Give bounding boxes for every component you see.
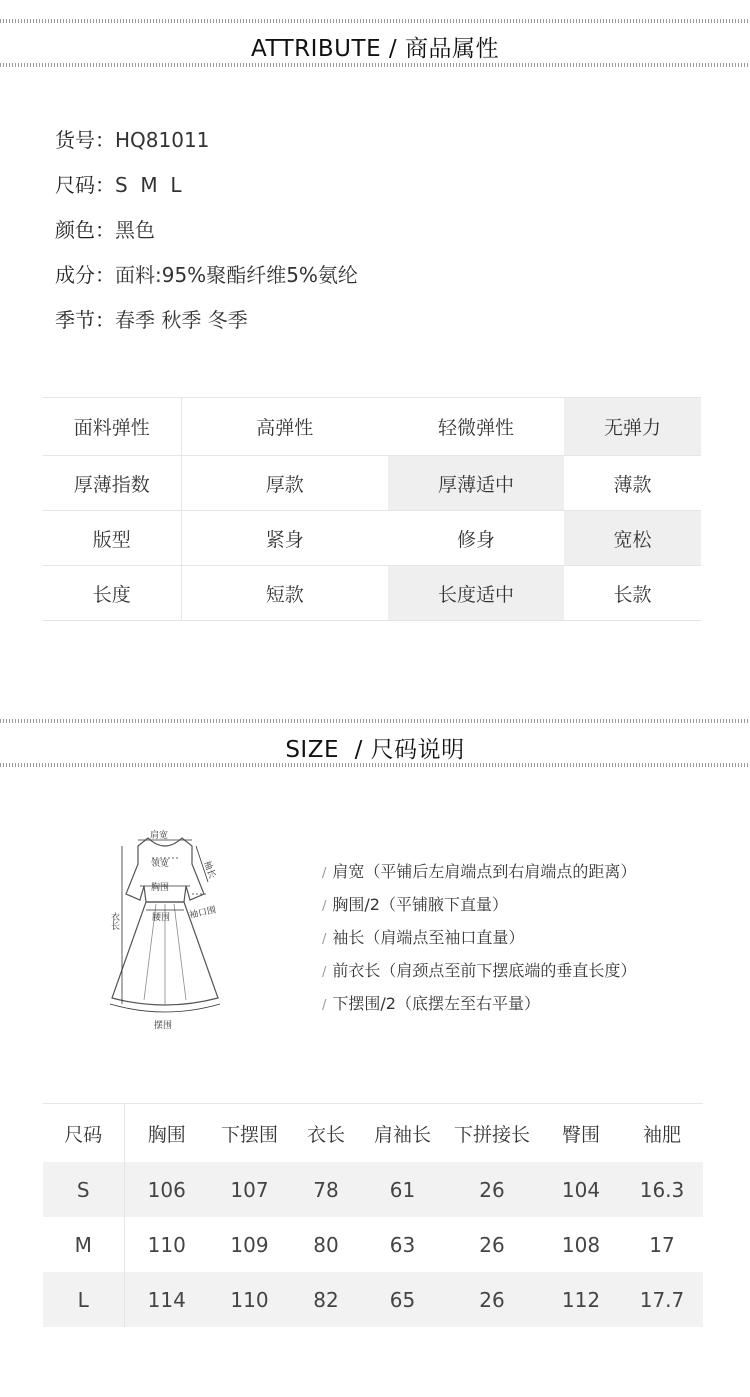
attribute-title: ATTRIBUTE / 商品属性 — [251, 36, 499, 62]
attr-key: 季节： — [55, 308, 115, 332]
fabric-option-selected: 长度适中 — [388, 566, 564, 621]
size-col-header: 下摆围 — [209, 1104, 290, 1163]
size-cell: 65 — [362, 1272, 443, 1327]
attr-item-size — [55, 169, 182, 198]
size-cell: 107 — [209, 1162, 290, 1217]
size-cell: 114 — [124, 1272, 209, 1327]
diagram-label: 袖口围 — [188, 905, 218, 921]
size-col-header: 下拼接长 — [443, 1104, 541, 1163]
size-col-header: 衣长 — [290, 1104, 362, 1163]
size-row-m — [43, 1217, 703, 1272]
size-cell: 112 — [541, 1272, 621, 1327]
fabric-option: 薄款 — [564, 456, 701, 511]
size-cell: 108 — [561, 1232, 601, 1257]
measure-desc-shoulder: / 肩宽（平铺后左肩端点到右肩端点的距离） — [322, 862, 637, 881]
fabric-option: 紧身 — [181, 511, 388, 566]
fabric-option: 轻微弹性 — [388, 398, 564, 456]
fabric-option: 厚款 — [181, 456, 388, 511]
diagram-label: 衣长 — [109, 912, 119, 930]
attr-item-material — [55, 259, 358, 288]
fabric-option-selected: 无弹力 — [564, 398, 701, 456]
size-table-header — [43, 1104, 703, 1163]
size-cell: 16.3 — [621, 1162, 703, 1217]
fabric-option: 高弹性 — [181, 398, 388, 456]
fabric-row-fit — [43, 511, 701, 566]
fabric-label: 版型 — [43, 511, 181, 566]
header-rule-top — [0, 19, 750, 23]
header-rule-bottom — [0, 763, 750, 767]
diagram-label: 肩宽 — [150, 831, 169, 841]
attr-value: 面料:95%聚酯纤维5%氨纶 — [115, 263, 358, 287]
attr-value: 春季 秋季 冬季 — [115, 308, 248, 332]
size-col-header: 臀围 — [541, 1104, 621, 1163]
size-cell: 110 — [147, 1232, 186, 1257]
size-cell: S — [43, 1162, 124, 1217]
size-cell: 26 — [479, 1232, 505, 1257]
fabric-label: 厚薄指数 — [43, 456, 181, 511]
diagram-label: 领宽 — [151, 859, 170, 869]
fabric-label: 面料弹性 — [43, 398, 181, 456]
desc-text: 胸围/2（平铺腋下直量） — [332, 895, 508, 914]
size-col-header: 袖肥 — [621, 1104, 703, 1163]
size-cell: 110 — [209, 1272, 290, 1327]
fabric-option-selected: 厚薄适中 — [388, 456, 564, 511]
header-rule-top — [0, 719, 750, 723]
measure-desc-chest: / 胸围/2（平铺腋下直量） — [322, 895, 508, 914]
diagram-label: 腰围 — [152, 913, 171, 923]
header-rule-bottom — [0, 63, 750, 67]
size-cell: M — [43, 1217, 124, 1272]
attr-value: 黑色 — [115, 218, 155, 242]
fabric-table — [43, 397, 701, 621]
fabric-option: 短款 — [181, 566, 388, 621]
size-col-header: 尺码 — [43, 1104, 124, 1163]
size-table — [43, 1103, 703, 1327]
fabric-row-length — [43, 566, 701, 621]
fabric-option: 长款 — [564, 566, 701, 621]
attr-key: 成分： — [55, 263, 115, 287]
size-cell: 26 — [443, 1162, 541, 1217]
size-cell: 80 — [313, 1232, 339, 1257]
attr-value: S M L — [115, 173, 182, 197]
measure-desc-length: / 前衣长（肩颈点至前下摆底端的垂直长度） — [322, 961, 637, 980]
measure-desc-hem: / 下摆围/2（底摆左至右平量） — [322, 994, 540, 1013]
desc-text: 下摆围/2（底摆左至右平量） — [332, 994, 540, 1013]
attr-value: HQ81011 — [115, 128, 210, 152]
size-cell: 82 — [290, 1272, 362, 1327]
fabric-option-selected: 宽松 — [564, 511, 701, 566]
dress-measurement-diagram — [100, 828, 230, 1038]
desc-text: 袖长（肩端点至袖口直量） — [332, 928, 525, 947]
fabric-row-elasticity — [43, 398, 701, 456]
size-cell: 78 — [290, 1162, 362, 1217]
measure-desc-sleeve: / 袖长（肩端点至袖口直量） — [322, 928, 525, 947]
size-cell: 63 — [389, 1232, 416, 1257]
desc-text: 前衣长（肩颈点至前下摆底端的垂直长度） — [332, 961, 637, 980]
attr-key: 尺码： — [55, 173, 115, 197]
size-row-l — [43, 1272, 703, 1327]
size-col-header: 肩袖长 — [362, 1104, 443, 1163]
attr-key: 货号： — [55, 128, 115, 152]
size-cell: 61 — [362, 1162, 443, 1217]
fabric-option: 修身 — [388, 511, 564, 566]
fabric-row-thickness — [43, 456, 701, 511]
size-cell: 17 — [649, 1232, 675, 1257]
fabric-label: 长度 — [43, 566, 181, 621]
size-col-header: 胸围 — [124, 1104, 209, 1163]
diagram-label: 摆围 — [154, 1021, 173, 1031]
size-cell: 106 — [124, 1162, 209, 1217]
attr-item-color — [55, 214, 155, 243]
attr-item-season — [55, 304, 248, 333]
size-cell: 104 — [541, 1162, 621, 1217]
size-cell: 26 — [443, 1272, 541, 1327]
attr-key: 颜色： — [55, 218, 115, 242]
size-cell: 17.7 — [621, 1272, 703, 1327]
size-row-s — [43, 1162, 703, 1217]
attr-item-id — [55, 124, 209, 153]
desc-text: 肩宽（平铺后左肩端点到右肩端点的距离） — [332, 862, 637, 881]
size-cell: L — [43, 1272, 124, 1327]
diagram-label: 胸围 — [151, 883, 170, 893]
size-cell: 109 — [230, 1232, 269, 1257]
diagram-label: 袖长 — [201, 859, 217, 880]
size-title: SIZE / 尺码说明 — [285, 737, 465, 763]
